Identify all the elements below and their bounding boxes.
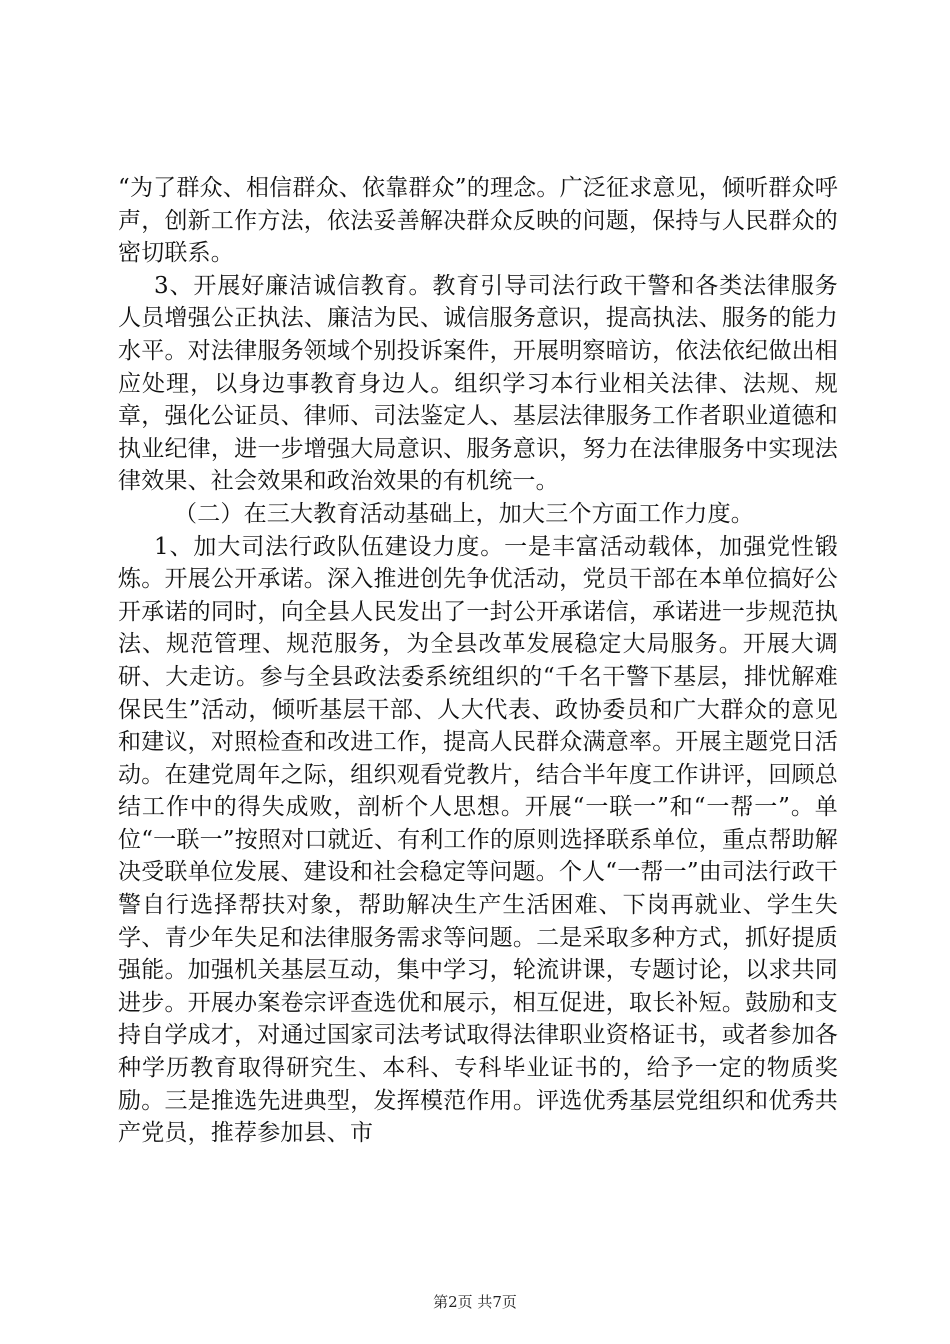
section-heading-two: （二）在三大教育活动基础上，加大三个方面工作力度。 bbox=[174, 500, 754, 527]
paragraph-integrity-education: 3、开展好廉洁诚信教育。教育引导司法行政干警和各类法律服务人员增强公正执法、廉洁为民、诚信服务意识，提高执法、服务的能力水平。对法律服务领域个别投诉案件，开展明察暗访，依法依纪做出相应处理，以身边事教育身边人。组织学习本行业相关法律、法规、规章，强化公证员、律师、司法鉴定人、基层法律服务工作者职业道德和执业纪律，进一步增强大局意识、服务意识，努力在法律服务中实现法律效果、社会效果和政治效果的有机统一。 bbox=[118, 272, 838, 495]
paragraph-continuation: “为了群众、相信群众、依靠群众”的理念。广泛征求意见，倾听群众呼声，创新工作方法，依法妥善解决群众反映的问题，保持与人民群众的密切联系。 bbox=[118, 175, 838, 267]
paragraph-team-building: 1、加大司法行政队伍建设力度。一是丰富活动载体，加强党性锻炼。开展公开承诺。深入推进创先争优活动，党员干部在本单位搞好公开承诺的同时，向全县人民发出了一封公开承诺信，承诺进一步规范执法、规范管理、规范服务，为全县改革发展稳定大局服务。开展大调研、大走访。参与全县政法委系统组织的“千名干警下基层，排忧解难保民生”活动，倾听基层干部、人大代表、政协委员和广大群众的意见和建议，对照检查和改进工作，提高人民群众满意率。开展主题党日活动。在建党周年之际，组织观看党教片，结合半年度工作讲评，回顾总结工作中的得失成败，剖析个人思想。开展“一联一”和“一帮一”。单位“一联一”按照对口就近、有利工作的原则选择联系单位，重点帮助解决受联单位发展、建设和社会稳定等问题。个人“一帮一”由司法行政干警自行选择帮扶对象，帮助解决生产生活困难、下岗再就业、学生失学、青少年失足和法律服务需求等问题。二是采取多种方式，抓好提质强能。加强机关基层互动，集中学习，轮流讲课，专题讨论，以求共同进步。开展办案卷宗评查选优和展示，相互促进，取长补短。鼓励和支持自学成才，对通过国家司法考试取得法律职业资格证书，或者参加各种学历教育取得研究生、本科、专科毕业证书的，给予一定的物质奖励。三是推选先进典型，发挥模范作用。评选优秀基层党组织和优秀共产党员，推荐参加县、市 bbox=[118, 533, 838, 1147]
page-number-footer: 第2页 共7页 bbox=[433, 1293, 517, 1311]
document-body bbox=[118, 172, 838, 1150]
